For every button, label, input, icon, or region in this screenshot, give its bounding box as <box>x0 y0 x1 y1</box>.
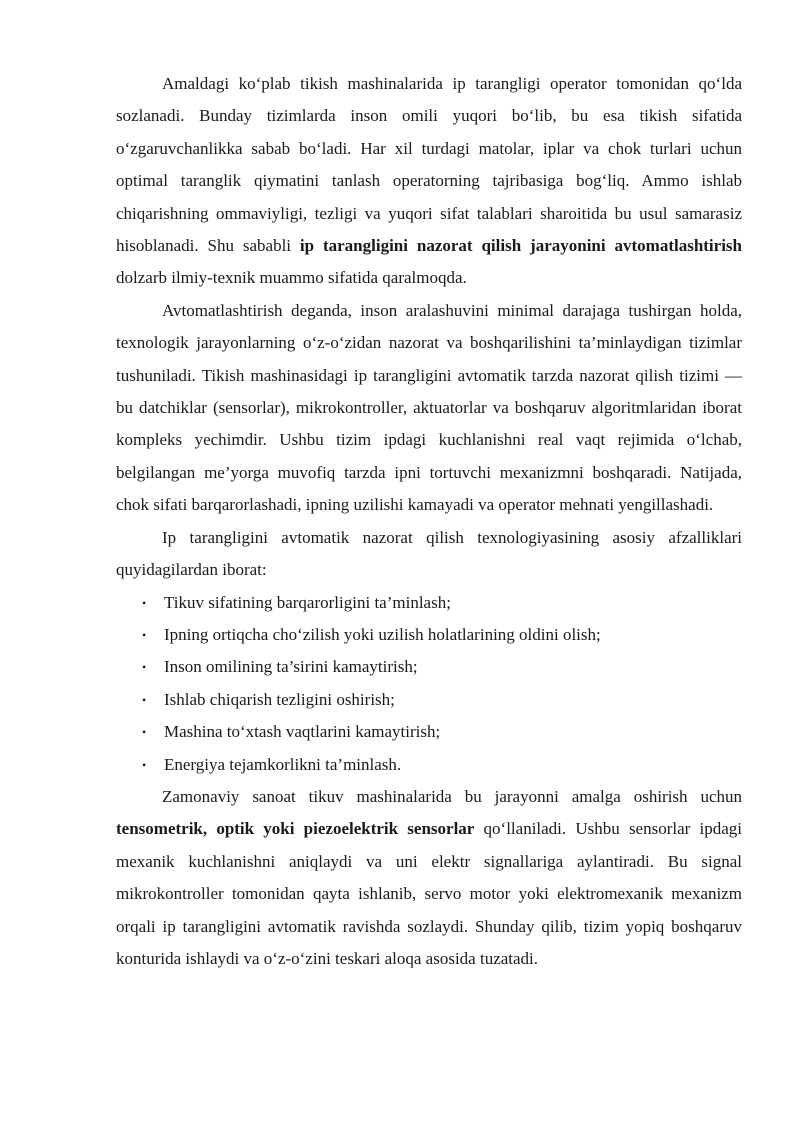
bullet-icon: • <box>142 627 147 642</box>
paragraph-1-bold-phrase: ip tarangligini nazorat qilish jarayonini avtomatlashtirish <box>299 236 742 256</box>
list-item <box>116 587 742 619</box>
document-page <box>116 68 742 975</box>
paragraph-manual-tension <box>116 68 742 295</box>
list-item <box>116 619 742 651</box>
list-item-text: Inson omilining ta’sirini kamaytirish; <box>164 657 418 677</box>
paragraph-4-bold-phrase: tensometrik, optik yoki piezoelektrik sensorlar <box>116 819 475 839</box>
list-item <box>116 651 742 683</box>
paragraph-advantages-intro <box>116 522 742 587</box>
advantages-list <box>116 587 742 781</box>
list-item <box>116 684 742 716</box>
paragraph-automation-definition <box>116 295 742 522</box>
list-item <box>116 749 742 781</box>
bullet-icon: • <box>142 725 147 740</box>
list-item-text: Ishlab chiqarish tezligini oshirish; <box>164 689 395 709</box>
bullet-icon: • <box>142 757 147 772</box>
list-item-text: Tikuv sifatining barqarorligini ta’minlash; <box>164 592 451 612</box>
paragraph-sensors <box>116 781 742 975</box>
paragraph-4-text-b: qo‘llaniladi. Ushbu sensorlar ipdagi mexanik kuchlanishni aniqlaydi va uni elektr signallariga aylantiradi. Bu signal mikrokontroller tomonidan qayta ishlanib, servo motor yoki elektromexanik mexanizm orqali ip tarangligini avtomatik ravishda sozlaydi. Shunday qilib, tizim yopiq boshqaruv konturida ishlaydi va o‘z-o‘zini teskari aloqa asosida tuzatadi. <box>116 819 742 968</box>
list-item-text: Mashina to‘xtash vaqtlarini kamaytirish; <box>164 722 441 742</box>
bullet-icon: • <box>142 692 147 707</box>
list-item-text: Ipning ortiqcha cho‘zilish yoki uzilish holatlarining oldini olish; <box>164 624 601 644</box>
list-item-text: Energiya tejamkorlikni ta’minlash. <box>164 754 402 774</box>
list-item <box>116 716 742 748</box>
paragraph-2-text: Avtomatlashtirish deganda, inson aralashuvini minimal darajaga tushirgan holda, texnologik jarayonlarning o‘z-o‘zidan nazorat va boshqarilishini ta’minlaydigan tizimlar tushuniladi. Tikish mashinasidagi ip tarangligini avtomatik tarzda nazorat qilish tizimi — bu datchiklar (sensorlar), mikrokontroller, aktuatorlar va boshqaruv algoritmlaridan iborat kompleks yechimdir. Ushbu tizim ipdagi kuchlanishni real vaqt rejimida o‘lchab, belgilangan me’yorga muvofiq tarzda ipni tortuvchi mexanizmni boshqaradi. Natijada, chok sifati barqarorlashadi, ipning uzilishi kamayadi va operator mehnati yengillashadi. <box>116 300 742 515</box>
paragraph-1-text-a: Amaldagi ko‘plab tikish mashinalarida ip tarangligi operator tomonidan qo‘lda sozlanadi. Bunday tizimlarda inson omili yuqori bo‘lib, bu esa tikish sifatida o‘zgaruvchanlikka sabab bo‘ladi. Har xil turdagi matolar, iplar va chok turlari uchun optimal taranglik qiymatini tanlash operatorning tajribasiga bog‘liq. Ammo ishlab chiqarishning ommaviyligi, tezligi va yuqori sifat talablari sharoitida bu usul samarasiz hisoblanadi. Shu sababli <box>116 74 742 256</box>
bullet-icon: • <box>142 595 147 610</box>
paragraph-3-text: Ip tarangligini avtomatik nazorat qilish texnologiyasining asosiy afzalliklari quyidagilardan iborat: <box>116 527 742 580</box>
paragraph-4-text-a: Zamonaviy sanoat tikuv mashinalarida bu jarayonni amalga oshirish uchun <box>162 786 742 806</box>
paragraph-1-text-b: dolzarb ilmiy-texnik muammo sifatida qaralmoqda. <box>116 268 467 288</box>
bullet-icon: • <box>142 660 147 675</box>
